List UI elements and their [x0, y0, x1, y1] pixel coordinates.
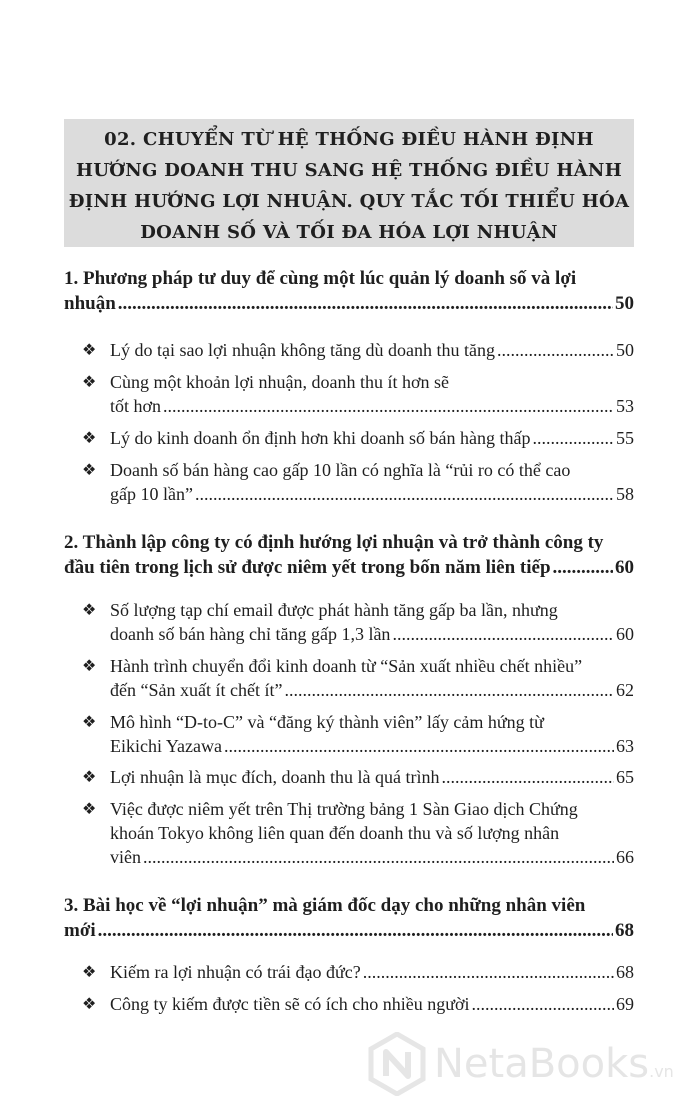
toc-item[interactable] — [82, 765, 634, 789]
page-number: 50 — [616, 340, 634, 360]
diamond-bullet-icon: ❖ — [82, 799, 97, 818]
item-text: viên — [110, 847, 141, 867]
page-number: 55 — [616, 428, 634, 448]
item-text: doanh số bán hàng chỉ tăng gấp 1,3 lần — [110, 624, 391, 644]
chapter-title-line: HƯỚNG DOANH THU SANG HỆ THỐNG ĐIỀU HÀNH — [75, 160, 622, 181]
toc-item[interactable] — [82, 338, 634, 362]
toc-item[interactable] — [82, 960, 634, 984]
page-number: 60 — [616, 624, 634, 644]
dot-leader — [163, 394, 614, 418]
toc-item[interactable] — [82, 370, 634, 418]
page-number: 68 — [616, 962, 634, 982]
watermark-brand: NetaBooks — [434, 1041, 650, 1087]
diamond-bullet-icon: ❖ — [82, 767, 97, 786]
page-number: 58 — [616, 484, 634, 504]
item-text: đến “Sản xuất ít chết ít” — [110, 680, 283, 700]
item-text-line: khoán Tokyo không liên quan đến doanh thu và số lượng nhân — [110, 823, 560, 843]
toc-item[interactable] — [82, 598, 634, 646]
page-number: 60 — [615, 557, 634, 578]
diamond-bullet-icon: ❖ — [82, 460, 97, 479]
chapter-title-box — [64, 119, 634, 247]
toc-item[interactable] — [82, 797, 634, 869]
diamond-bullet-icon: ❖ — [82, 656, 97, 675]
section-title-last-line — [64, 291, 634, 316]
toc-section-2[interactable] — [64, 530, 634, 580]
dot-leader — [553, 555, 613, 580]
toc-item[interactable] — [82, 458, 634, 506]
toc-item[interactable] — [82, 654, 634, 702]
item-text-line: Mô hình “D-to-C” và “đăng ký thành viên” lấy cảm hứng từ — [110, 712, 544, 732]
dot-leader — [392, 622, 614, 646]
toc-item[interactable] — [82, 992, 634, 1016]
section-title-last-line — [64, 918, 634, 943]
netabooks-watermark — [368, 1032, 678, 1096]
page-number: 63 — [616, 736, 634, 756]
section-title-text: đầu tiên trong lịch sử được niêm yết trong bốn năm liên tiếp — [64, 557, 551, 578]
dot-leader — [363, 960, 614, 984]
item-text: Kiếm ra lợi nhuận có trái đạo đức? — [110, 962, 361, 982]
dot-leader — [118, 291, 613, 316]
item-text: gấp 10 lần” — [110, 484, 193, 504]
item-text: Lợi nhuận là mục đích, doanh thu là quá trình — [110, 767, 440, 787]
item-text-line: Cùng một khoản lợi nhuận, doanh thu ít hơn sẽ — [110, 372, 450, 392]
diamond-bullet-icon: ❖ — [82, 712, 97, 731]
toc-section-1[interactable] — [64, 266, 634, 316]
watermark-suffix: .vn — [649, 1062, 674, 1081]
netabooks-n-logo-icon — [368, 1032, 426, 1096]
item-text: Lý do tại sao lợi nhuận không tăng dù doanh thu tăng — [110, 340, 495, 360]
item-text: tốt hơn — [110, 396, 162, 416]
page-number: 62 — [616, 680, 634, 700]
item-text: Eikichi Yazawa — [110, 736, 222, 756]
section-title-line: 2. Thành lập công ty có định hướng lợi nhuận và trở thành công ty — [64, 532, 604, 553]
page-number: 66 — [616, 847, 634, 867]
item-text: Lý do kinh doanh ổn định hơn khi doanh số bán hàng thấp — [110, 428, 531, 448]
diamond-bullet-icon: ❖ — [82, 994, 97, 1013]
item-text-line: Hành trình chuyển đổi kinh doanh từ “Sản xuất nhiều chết nhiều” — [110, 656, 583, 676]
dot-leader — [471, 992, 614, 1016]
chapter-title-line: DOANH SỐ VÀ TỐI ĐA HÓA LỢI NHUẬN — [140, 222, 558, 243]
dot-leader — [143, 845, 614, 869]
section-title-text: nhuận — [64, 293, 116, 314]
dot-leader — [195, 482, 614, 506]
diamond-bullet-icon: ❖ — [82, 340, 97, 359]
dot-leader — [532, 426, 614, 450]
dot-leader — [441, 765, 614, 789]
page-number: 69 — [616, 994, 634, 1014]
item-text-line: Việc được niêm yết trên Thị trường bảng 1 Sàn Giao dịch Chứng — [110, 799, 578, 819]
section-title-line: 1. Phương pháp tư duy để cùng một lúc quản lý doanh số và lợi — [64, 268, 577, 289]
section-title-line: 3. Bài học về “lợi nhuận” mà giám đốc dạy cho những nhân viên — [64, 895, 586, 916]
chapter-title-line: ĐỊNH HƯỚNG LỢI NHUẬN. QUY TẮC TỐI THIỂU HÓA — [68, 191, 630, 212]
dot-leader — [98, 918, 613, 943]
toc-section-3[interactable] — [64, 893, 634, 943]
item-text-line: Doanh số bán hàng cao gấp 10 lần có nghĩa là “rủi ro có thể cao — [110, 460, 571, 480]
watermark-text — [434, 1042, 674, 1094]
item-text: Công ty kiếm được tiền sẽ có ích cho nhiều người — [110, 994, 470, 1014]
diamond-bullet-icon: ❖ — [82, 428, 97, 447]
diamond-bullet-icon: ❖ — [82, 600, 97, 619]
toc-item[interactable] — [82, 426, 634, 450]
page-number: 53 — [616, 396, 634, 416]
section-title-text: mới — [64, 920, 96, 941]
dot-leader — [284, 678, 614, 702]
page-number: 68 — [615, 920, 634, 941]
page-number: 50 — [615, 293, 634, 314]
section-title-last-line — [64, 555, 634, 580]
chapter-title-line: 02. CHUYỂN TỪ HỆ THỐNG ĐIỀU HÀNH ĐỊNH — [104, 129, 594, 150]
dot-leader — [224, 734, 614, 758]
diamond-bullet-icon: ❖ — [82, 372, 97, 391]
item-text-line: Số lượng tạp chí email được phát hành tăng gấp ba lần, nhưng — [110, 600, 558, 620]
toc-item[interactable] — [82, 710, 634, 758]
dot-leader — [497, 338, 614, 362]
diamond-bullet-icon: ❖ — [82, 962, 97, 981]
page-number: 65 — [616, 767, 634, 787]
